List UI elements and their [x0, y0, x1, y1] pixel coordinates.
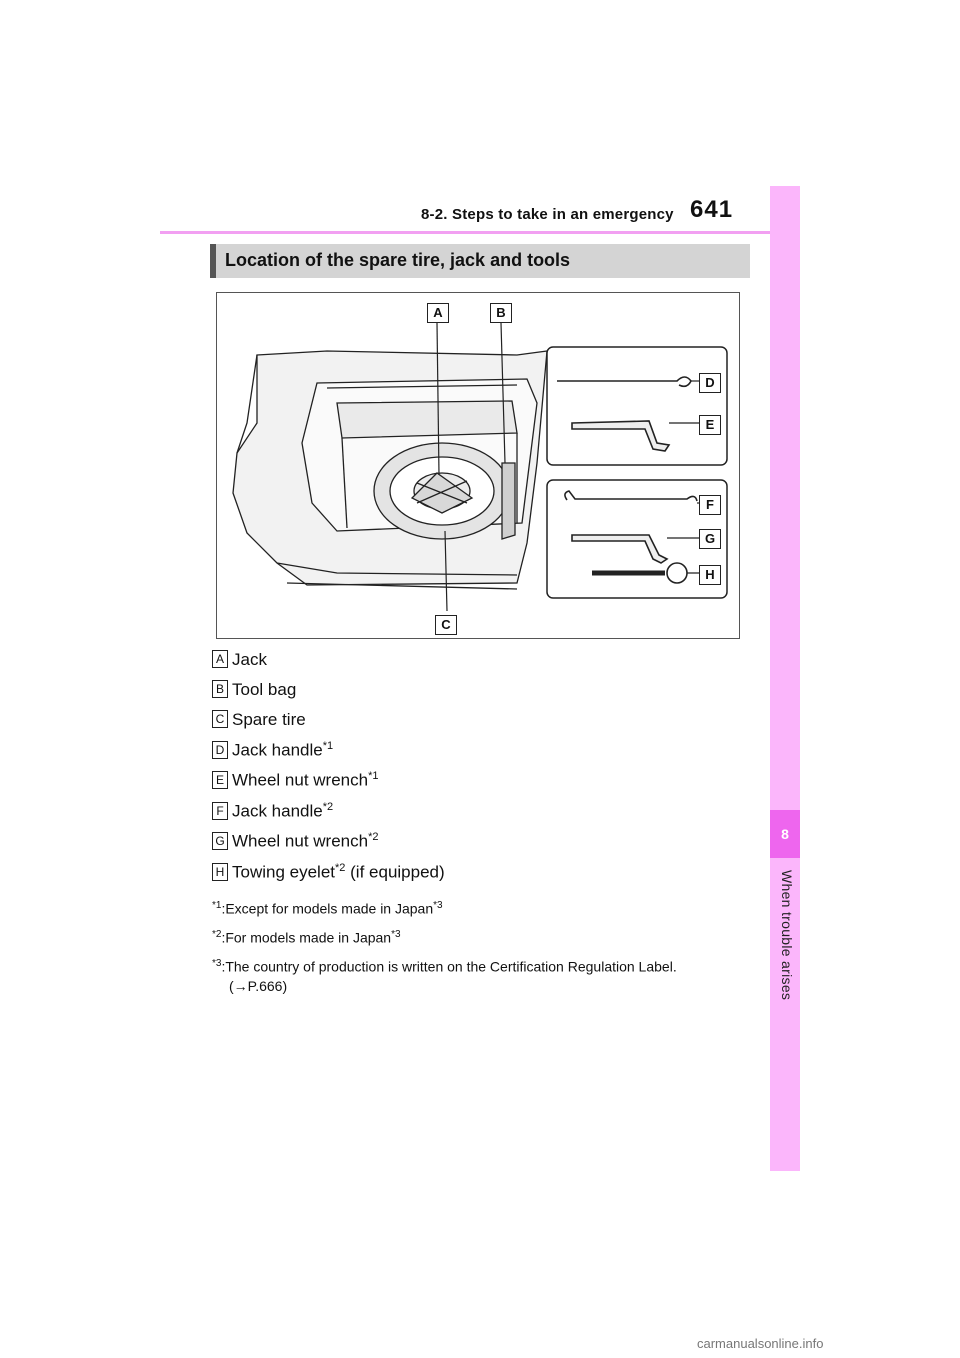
watermark: carmanualsonline.info — [697, 1336, 824, 1351]
header-divider — [160, 231, 770, 234]
page-number: 641 — [690, 196, 734, 223]
footnote-ref: *3 — [433, 900, 443, 911]
legend-label: Wheel nut wrench — [232, 770, 369, 790]
legend-item-e — [212, 770, 378, 791]
legend-label: Tool bag — [232, 680, 297, 699]
callout-h: H — [699, 565, 721, 585]
legend-suffix: (if equipped) — [345, 862, 445, 882]
legend-letter: H — [212, 863, 228, 881]
callout-a: A — [427, 303, 449, 323]
legend-item-g — [212, 831, 378, 852]
legend-label: Jack handle — [232, 740, 323, 760]
callout-b: B — [490, 303, 512, 323]
footnote-ref: *1 — [322, 740, 334, 752]
legend-letter: A — [212, 650, 228, 668]
legend-item-f — [212, 801, 333, 822]
footnote-3 — [212, 954, 752, 996]
legend-letter: F — [212, 802, 228, 820]
footnote-ref: *1 — [368, 770, 379, 782]
section-title: Location of the spare tire, jack and tools — [225, 250, 571, 270]
legend-letter: C — [212, 710, 228, 728]
callout-c: C — [435, 615, 457, 635]
legend-item-h — [212, 862, 445, 883]
footnote-mark: *2 — [212, 929, 222, 940]
legend-label: Spare tire — [232, 710, 306, 729]
section-title-accent — [210, 244, 216, 278]
footnote-ref: *2 — [322, 801, 334, 813]
footnote-2 — [212, 925, 752, 948]
footnote-ref: *2 — [368, 831, 379, 843]
footnote-text: :Except for models made in Japan — [221, 900, 434, 917]
legend-item-b — [212, 680, 296, 700]
legend-item-c — [212, 710, 306, 730]
footnote-text: :For models made in Japan — [221, 929, 392, 946]
footnote-ref: *2 — [335, 862, 346, 874]
section-title-bar — [210, 244, 750, 278]
page-reference[interactable]: (→P.666) — [229, 977, 288, 994]
chapter-title-vertical: When trouble arises — [779, 870, 795, 1001]
legend-label: Jack — [232, 650, 267, 669]
callout-d: D — [699, 373, 721, 393]
legend-item-a — [212, 650, 267, 670]
callout-e: E — [699, 415, 721, 435]
footnote-mark: *1 — [212, 900, 222, 911]
trunk-illustration — [216, 292, 740, 639]
legend-label: Towing eyelet — [232, 862, 336, 882]
legend-letter: D — [212, 741, 228, 759]
legend-letter: E — [212, 771, 228, 789]
running-header: 8-2. Steps to take in an emergency — [421, 206, 674, 223]
legend-letter: B — [212, 680, 228, 698]
footnote-ref: *3 — [391, 929, 401, 940]
footnote-1 — [212, 896, 752, 919]
callout-f: F — [699, 495, 721, 515]
trunk-drawing — [217, 293, 741, 640]
footnote-text: :The country of production is written on the Certification Regulation Label. — [221, 958, 677, 975]
legend-label: Wheel nut wrench — [232, 831, 369, 851]
chapter-number-badge: 8 — [770, 810, 800, 858]
legend-item-d — [212, 740, 333, 761]
footnote-mark: *3 — [212, 958, 222, 969]
legend-letter: G — [212, 832, 228, 850]
callout-g: G — [699, 529, 721, 549]
legend-label: Jack handle — [232, 801, 323, 821]
